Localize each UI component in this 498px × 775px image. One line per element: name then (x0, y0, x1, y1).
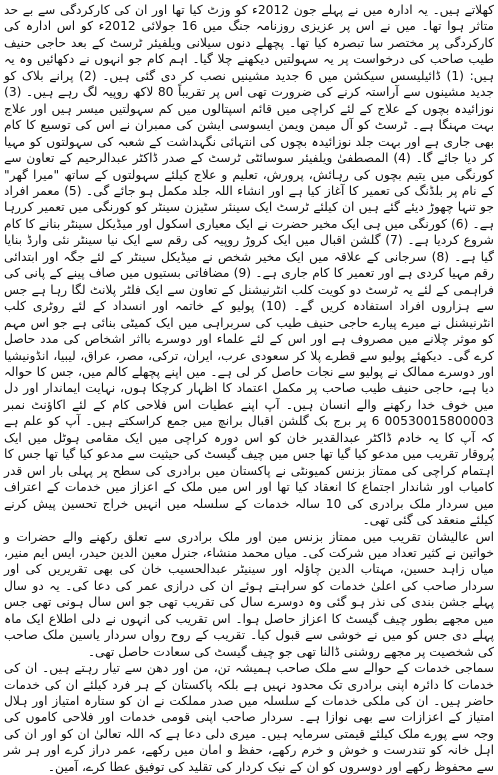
article-paragraph-1: کھلاتے ہیں۔ یہ ادارہ میں نے پہلے جون 2012ء کو وزٹ کیا تھا اور ان کی کارکردگی سے بے حد متاثر ہوا تھا۔ میں نے اس پر عزیزی روزنامہ جنگ میں 16 جولائی 2012ء کو اس ادارہ کی کارکردگی پر مختصر سا تبصرہ کیا تھا۔ پچھلے دنوں سیلانی ویلفیئر ٹرسٹ کے بعد حاجی حنیف طیب صاحب کی درخواست پر یہ سہولتیں دیکھنے چلا گیا۔ اہم کام جو انہوں نے دکھائیں وہ یہ ہیں: (1) ڈائیلیسس سیکشن میں 6 جدید مشینیں نصب کر دی گئی ہیں۔ (2) پرانے بلاک کو جدید مشینوں سے آراستہ کرنے کی ضرورت تھی اس پر تقریباً 80 لاکھ روپیہ لگ رہے ہیں۔ (3) نوزائیدہ بچوں کے علاج کے لئے کراچی میں قائم اسپتالوں میں کم سہولتیں میسر ہیں اور علاج بہت مہنگا ہے۔ ٹرسٹ کو آل میمن ویمن ایسوسی ایشن کی ممبران نے اس کی توسیع کا کام بھی جاری ہے اور بہت جلد نوزائیدہ بچوں کی انتہائی نگہداشت کے شعبہ کی سہولتوں کو مہیا کر دیا جائے گا۔ (4) المصطفیٰ ویلفیئر سوسائٹی ٹرسٹ کے صدر ڈاکٹر عبدالرحیم کے تعاون سے کورنگی میں یتیم بچوں کی رہائش، پرورش، تعلیم و علاج کیلئے سہولتوں کے ساتھ "میرا گھر" کے نام پر بلڈنگ کی تعمیر کا آغاز کیا ہے اور انشاء اللہ جلد مکمل ہو جائے گی۔ (5) معمر افراد جو تنہا چھوڑ دیئے گئے ہیں ان کیلئے ٹرسٹ ایک سینئر سٹیزن سینٹر کو کورنگی میں تعمیر کررہا ہے۔ (6) کورنگی میں ہی ایک مخیر حضرت نے ایک معیاری اسکول اور میڈیکل سینٹر بنانے کا کام شروع کردیا ہے۔ (7) گلشن اقبال میں ایک کروڑ روپیہ کی رقم سے ایک نیا سینٹر نئی وارڈ بنایا گیا ہے۔ (8) سرجانی کے علاقہ میں ایک مخیر شخص نے میڈیکل سینٹر کے لئے جگہ اور ابتدائی رقم مہیا کردی ہے اور تعمیر کا کام جاری ہے۔ (9) مضافاتی بستیوں میں صاف پینے کے پانی کی فراہمی کے لئے یہ ٹرسٹ دو کویت کلب انٹرنیشنل کے تعاون سے ایک فلٹر پلانٹ لگا رہا ہے جس سے ہزاروں افراد استفادہ کریں گے۔ (10) پولیو کے خاتمہ اور انسداد کے لئے روٹری کلب انٹرنیشنل نے میرے پیارے حاجی حنیف طیب کی سربراہی میں ایک کمیٹی بنائی ہے جو اس مہم کو موثر چلانے میں مصروف ہے اور اس کے لئے علماء اور دوسرے بااثر اشخاص کی مدد حاصل کرے گی۔ دیکھئے پولیو سے قطرے پلا کر سعودی عرب، ایران، ترکی، مصر، عراق، لیبیا، انڈونیشیا اور دوسرے ممالک نے پولیو سے نجات حاصل کر لی ہے۔ میں اپنے پچھلے کالم میں، جس کا حوالہ دیا ہے، حاجی حنیف طیب صاحب پر مکمل اعتماد کا اظہار کرچکا ہوں، نہایت ایماندار اور دل میں خوف خدا رکھنے والے انسان ہیں۔ آپ اپنے عطیات اس فلاحی کام کے لئے اکاؤنٹ نمبر 00530015800003 6 پر برج بک گلشن اقبال برانچ میں جمع کراسکتے ہیں۔ آپ کو علم ہے کہ آپ کا یہ خادم ڈاکٹر عبدالقدیر خان کو اس دورہ کراچی میں ایک مقامی ہوٹل میں ایک پُروقار تقریب میں مدعو کیا گیا تھا جس میں چیف گیسٹ کی حیثیت سے مدعو کیا گیا تھا جس کا اہتمام کراچی کی ممتاز بزنس کمیونٹی نے پاکستان میں برادری کی سطح پر پہلی بار اس قدر کامیاب اور شاندار اجتماع کا انعقاد کیا تھا اور اس میں ملک کے اعزاز میں خدمات کے اعتراف میں سردار ملک برادری کی 10 سالہ خدمات کے سلسلہ میں انہیں خراج تحسین پیش کرنے کیلئے منعقد کی گئی تھی۔ (4, 3, 495, 528)
article-paragraph-2: اس عالیشان تقریب میں ممتاز بزنس مین اور ملک برادری سے تعلق رکھنے والے حضرات و خواتین نے کثیر تعداد میں شرکت کی۔ میاں محمد منشاء، جنرل معین الدین حیدر، ایس ایم منیر، میاں زاہد حسین، مہتاب الدین چاؤلہ اور سینیٹر عبدالحسیب خان کی بھی تقریریں کی اور سردار صاحب کی اعلیٰ خدمات کو سراہتے ہوئے ان کی درازی عمر کی دعا کی۔ یہ دو سال پہلے جشن بندی کی نذر ہو گئی وہ دوسرے سال کی تقریب تھی جو اس سال ہونی تھی جس میں مجھے بطور چیف گیسٹ کا اعزاز حاصل ہوا۔ اس تقریب کی انہوں نے دلی اطلاع ایک ماہ پہلے دی جس کو میں نے خوشی سے قبول کیا۔ تقریب کے روح رواں سردار یاسین ملک صاحب کی شخصیت پر مجھے روشنی ڈالنا تھی جو چیف گیسٹ کی سعادت حاصل تھی۔ (4, 529, 494, 659)
article-paragraph-3: سماجی خدمات کے حوالے سے ملک صاحب ہمیشہ تن، من اور دھن سے تیار رہتے ہیں۔ ان کی خدمات کا دائرہ اپنی برادری تک محدود نہیں ہے بلکہ پاکستان کے ہر فرد کیلئے ان کی خدمات حاضر ہیں۔ ان کی ملکی خدمات کے سلسلہ میں صدر مملکت نے ان کو ستارہ امتیاز اور ہلال امتیاز کے اعزازات سے بھی نوازا ہے۔ سردار صاحب اپنی قومی خدمات اور فلاحی کاموں کی وجہ سے پورے ملک کیلئے قیمتی سرمایہ ہیں۔ میری دلی دعا ہے کہ اللہ تعالیٰ ان کو اور ان کی اہل خانہ کو تندرست و خوش و خرم رکھے، حفظ و امان میں رکھے، عمر دراز کرے اور ہر شر سے محفوظ رکھے اور دوسروں کو ان کے نیک کردار کی تقلید کی توفیق عطا کرے، آمین۔ (4, 661, 494, 774)
